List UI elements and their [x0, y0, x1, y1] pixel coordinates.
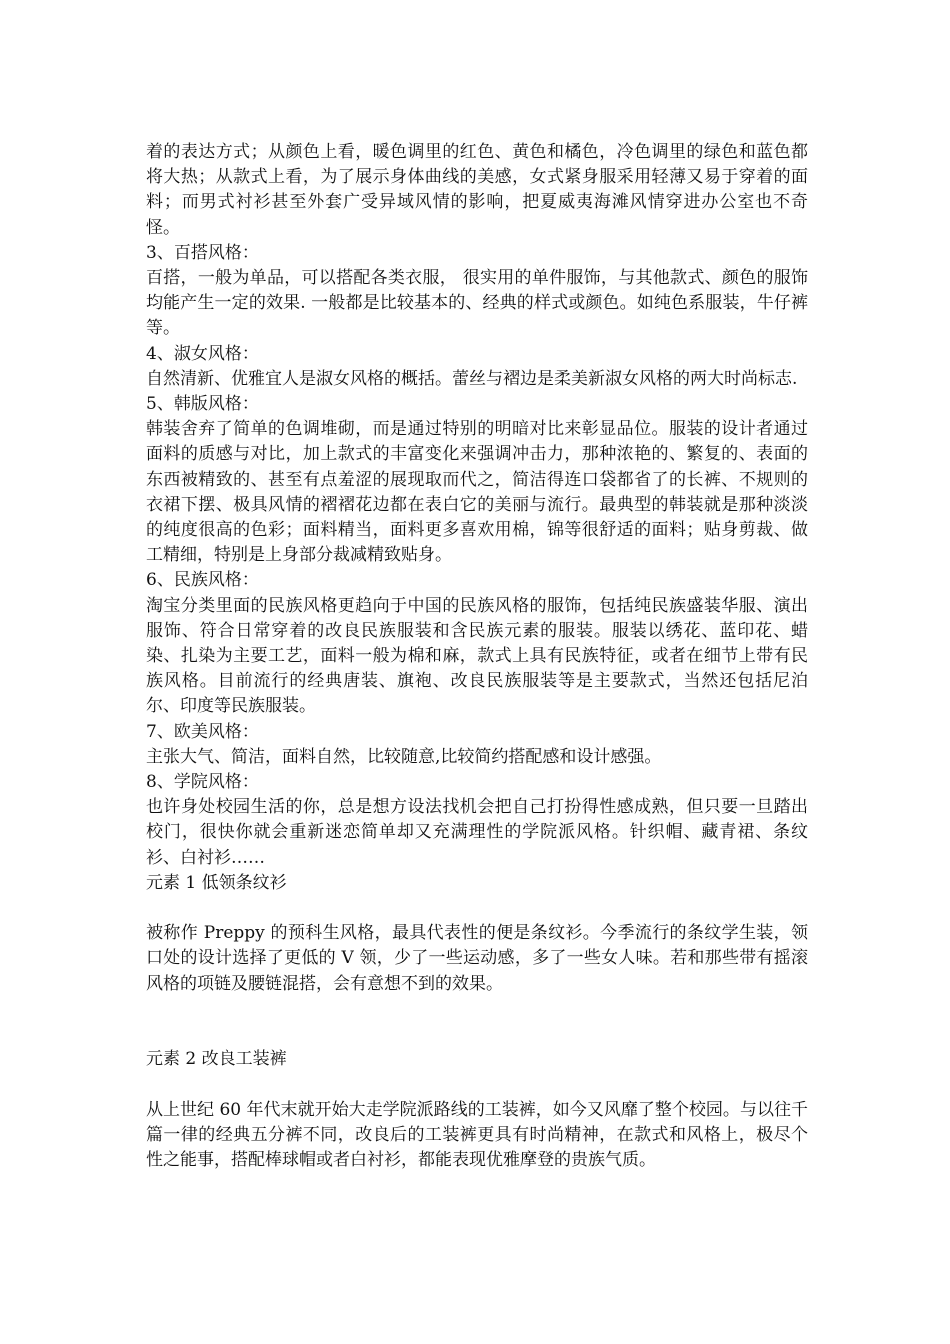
paragraph-style-5: 韩装舍弃了简单的色调堆砌，而是通过特别的明暗对比来彰显品位。服装的设计者通过面料的质感与对比，加上款式的丰富变化来强调冲击力，那种浓艳的、繁复的、表面的东西被精致的、甚至有点羞涩的展现取而代之，简洁得连口袋都省了的长裤、不规则的衣裙下摆、极具风情的褶褶花边都在表白它的美丽与流行。最典型的韩装就是那种淡淡的纯度很高的色彩；面料精当，面料更多喜欢用棉，锦等很舒适的面料；贴身剪裁、做工精细，特别是上身部分裁减精致贴身。: [146, 419, 808, 566]
heading-style-8: 8、学院风格：: [146, 772, 259, 793]
paragraph-style-6: 淘宝分类里面的民族风格更趋向于中国的民族风格的服饰，包括纯民族盛装华服、演出服饰、符合日常穿着的改良民族服装和含民族元素的服装。服装以绣花、蓝印花、蜡染、扎染为主要工艺，面料一般为棉和麻，款式上具有民族特征，或者在细节上带有民族风格。目前流行的经典唐装、旗袍、改良民族服装等是主要款式，当然还包括尼泊尔、印度等民族服装。: [146, 595, 808, 717]
paragraph-intro: 着的表达方式；从颜色上看，暖色调里的红色、黄色和橘色，冷色调里的绿色和蓝色都将大热；从款式上看，为了展示身体曲线的美感，女式紧身服采用轻薄又易于穿着的面料；而男式衬衫甚至外套广受异域风情的影响，把夏威夷海滩风情穿进办公室也不奇怪。: [146, 142, 808, 238]
paragraph-style-3: 百搭，一般为单品，可以搭配各类衣服， 很实用的单件服饰，与其他款式、颜色的服饰均能产生一定的效果. 一般都是比较基本的、经典的样式或颜色。如纯色系服装，牛仔裤等。: [146, 268, 808, 339]
blank-line: [146, 1072, 808, 1097]
blank-line: [146, 997, 808, 1047]
paragraph-style-7: 主张大气、简洁，面料自然，比较随意,比较简约搭配感和设计感强。: [146, 746, 662, 767]
heading-style-5: 5、韩版风格：: [146, 394, 259, 415]
element-2-title: 元素 2 改良工装裤: [146, 1049, 287, 1070]
heading-style-6: 6、民族风格：: [146, 570, 259, 591]
blank-line: [146, 896, 808, 921]
heading-style-3: 3、百搭风格：: [146, 242, 259, 263]
element-1-body: 被称作 Preppy 的预科生风格，最具代表性的便是条纹衫。今季流行的条纹学生装，领口处的设计选择了更低的 V 领，少了一些运动感，多了一些女人味。若和那些带有摇滚风格的项链及腰链混搭，会有意想不到的效果。: [146, 923, 808, 994]
heading-style-4: 4、淑女风格：: [146, 343, 259, 364]
element-2-body: 从上世纪 60 年代末就开始大走学院派路线的工装裤，如今又风靡了整个校园。与以往千篇一律的经典五分裤不同，改良后的工装裤更具有时尚精神，在款式和风格上，极尽个性之能事，搭配棒球帽或者白衬衫，都能表现优雅摩登的贵族气质。: [146, 1099, 808, 1171]
paragraph-style-4: 自然清新、优雅宜人是淑女风格的概括。蕾丝与褶边是柔美新淑女风格的两大时尚标志.: [146, 368, 798, 389]
document-page: [146, 140, 808, 1173]
heading-style-7: 7、欧美风格：: [146, 721, 259, 742]
paragraph-style-8: 也许身处校园生活的你，总是想方设法找机会把自己打扮得性感成熟，但只要一旦踏出校门，很快你就会重新迷恋简单却又充满理性的学院派风格。针织帽、藏青裙、条纹衫、白衬衫……: [146, 797, 808, 868]
element-1-title: 元素 1 低领条纹衫: [146, 872, 287, 893]
